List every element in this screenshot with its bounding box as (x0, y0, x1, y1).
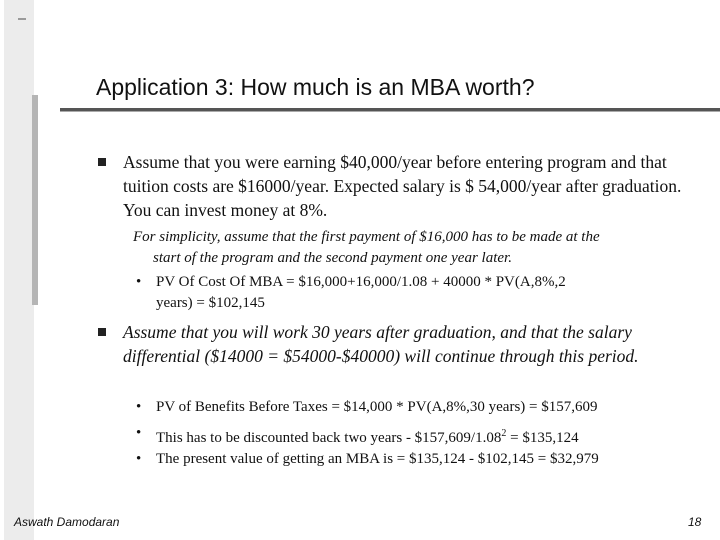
dot-bullet-icon: • (136, 399, 142, 415)
bullet-assumption: Assume that you were earning $40,000/year before entering program and that tuition costs are $16000/year. Expected salary is $ 54,000/year after graduation. You can invest money at 8%. (123, 152, 682, 220)
cost-line-1: PV Of Cost Of MBA = $16,000+16,000/1.08 + 40000 * PV(A,8%,2 (156, 274, 566, 290)
left-decor-band (4, 0, 34, 540)
sub-bullet-benefits (136, 397, 706, 418)
present-value-text: The present value of getting an MBA is = $135,124 - $102,145 = $32,979 (156, 451, 599, 467)
sub-bullet-present-value (136, 449, 706, 470)
note-line-1: For simplicity, assume that the first payment of $16,000 has to be made at the (133, 229, 600, 245)
discount-exponent: 2 (501, 428, 507, 439)
square-bullet-icon (98, 328, 106, 336)
discount-text (136, 423, 706, 449)
dot-bullet-icon: • (136, 451, 142, 467)
dot-bullet-icon: • (136, 274, 142, 290)
left-decor-accent (32, 95, 38, 305)
discount-text-main: This has to be discounted back two years - $157,609/1.08 (156, 430, 502, 446)
discount-text-result: = $135,124 (506, 430, 579, 446)
bullet-work-assumption: Assume that you will work 30 years after graduation, and that the salary differential ($14000 = $54000-$40000) will continue through this period. (123, 322, 639, 366)
sub-bullet-discount (136, 423, 706, 449)
note-line-2: start of the program and the second payment one year later. (153, 250, 512, 266)
dot-bullet-icon: • (136, 425, 142, 441)
left-decor-tick (18, 18, 26, 20)
simplicity-note (133, 227, 708, 269)
footer-author: Aswath Damodaran (14, 515, 120, 529)
sub-bullet-cost (136, 272, 696, 314)
square-bullet-icon (98, 158, 106, 166)
slide-title: Application 3: How much is an MBA worth? (96, 74, 535, 100)
cost-line-2: years) = $102,145 (156, 295, 265, 311)
page-number: 18 (688, 515, 702, 529)
benefits-text: PV of Benefits Before Taxes = $14,000 * PV(A,8%,30 years) = $157,609 (156, 399, 598, 415)
title-underline-shadow (60, 111, 720, 112)
